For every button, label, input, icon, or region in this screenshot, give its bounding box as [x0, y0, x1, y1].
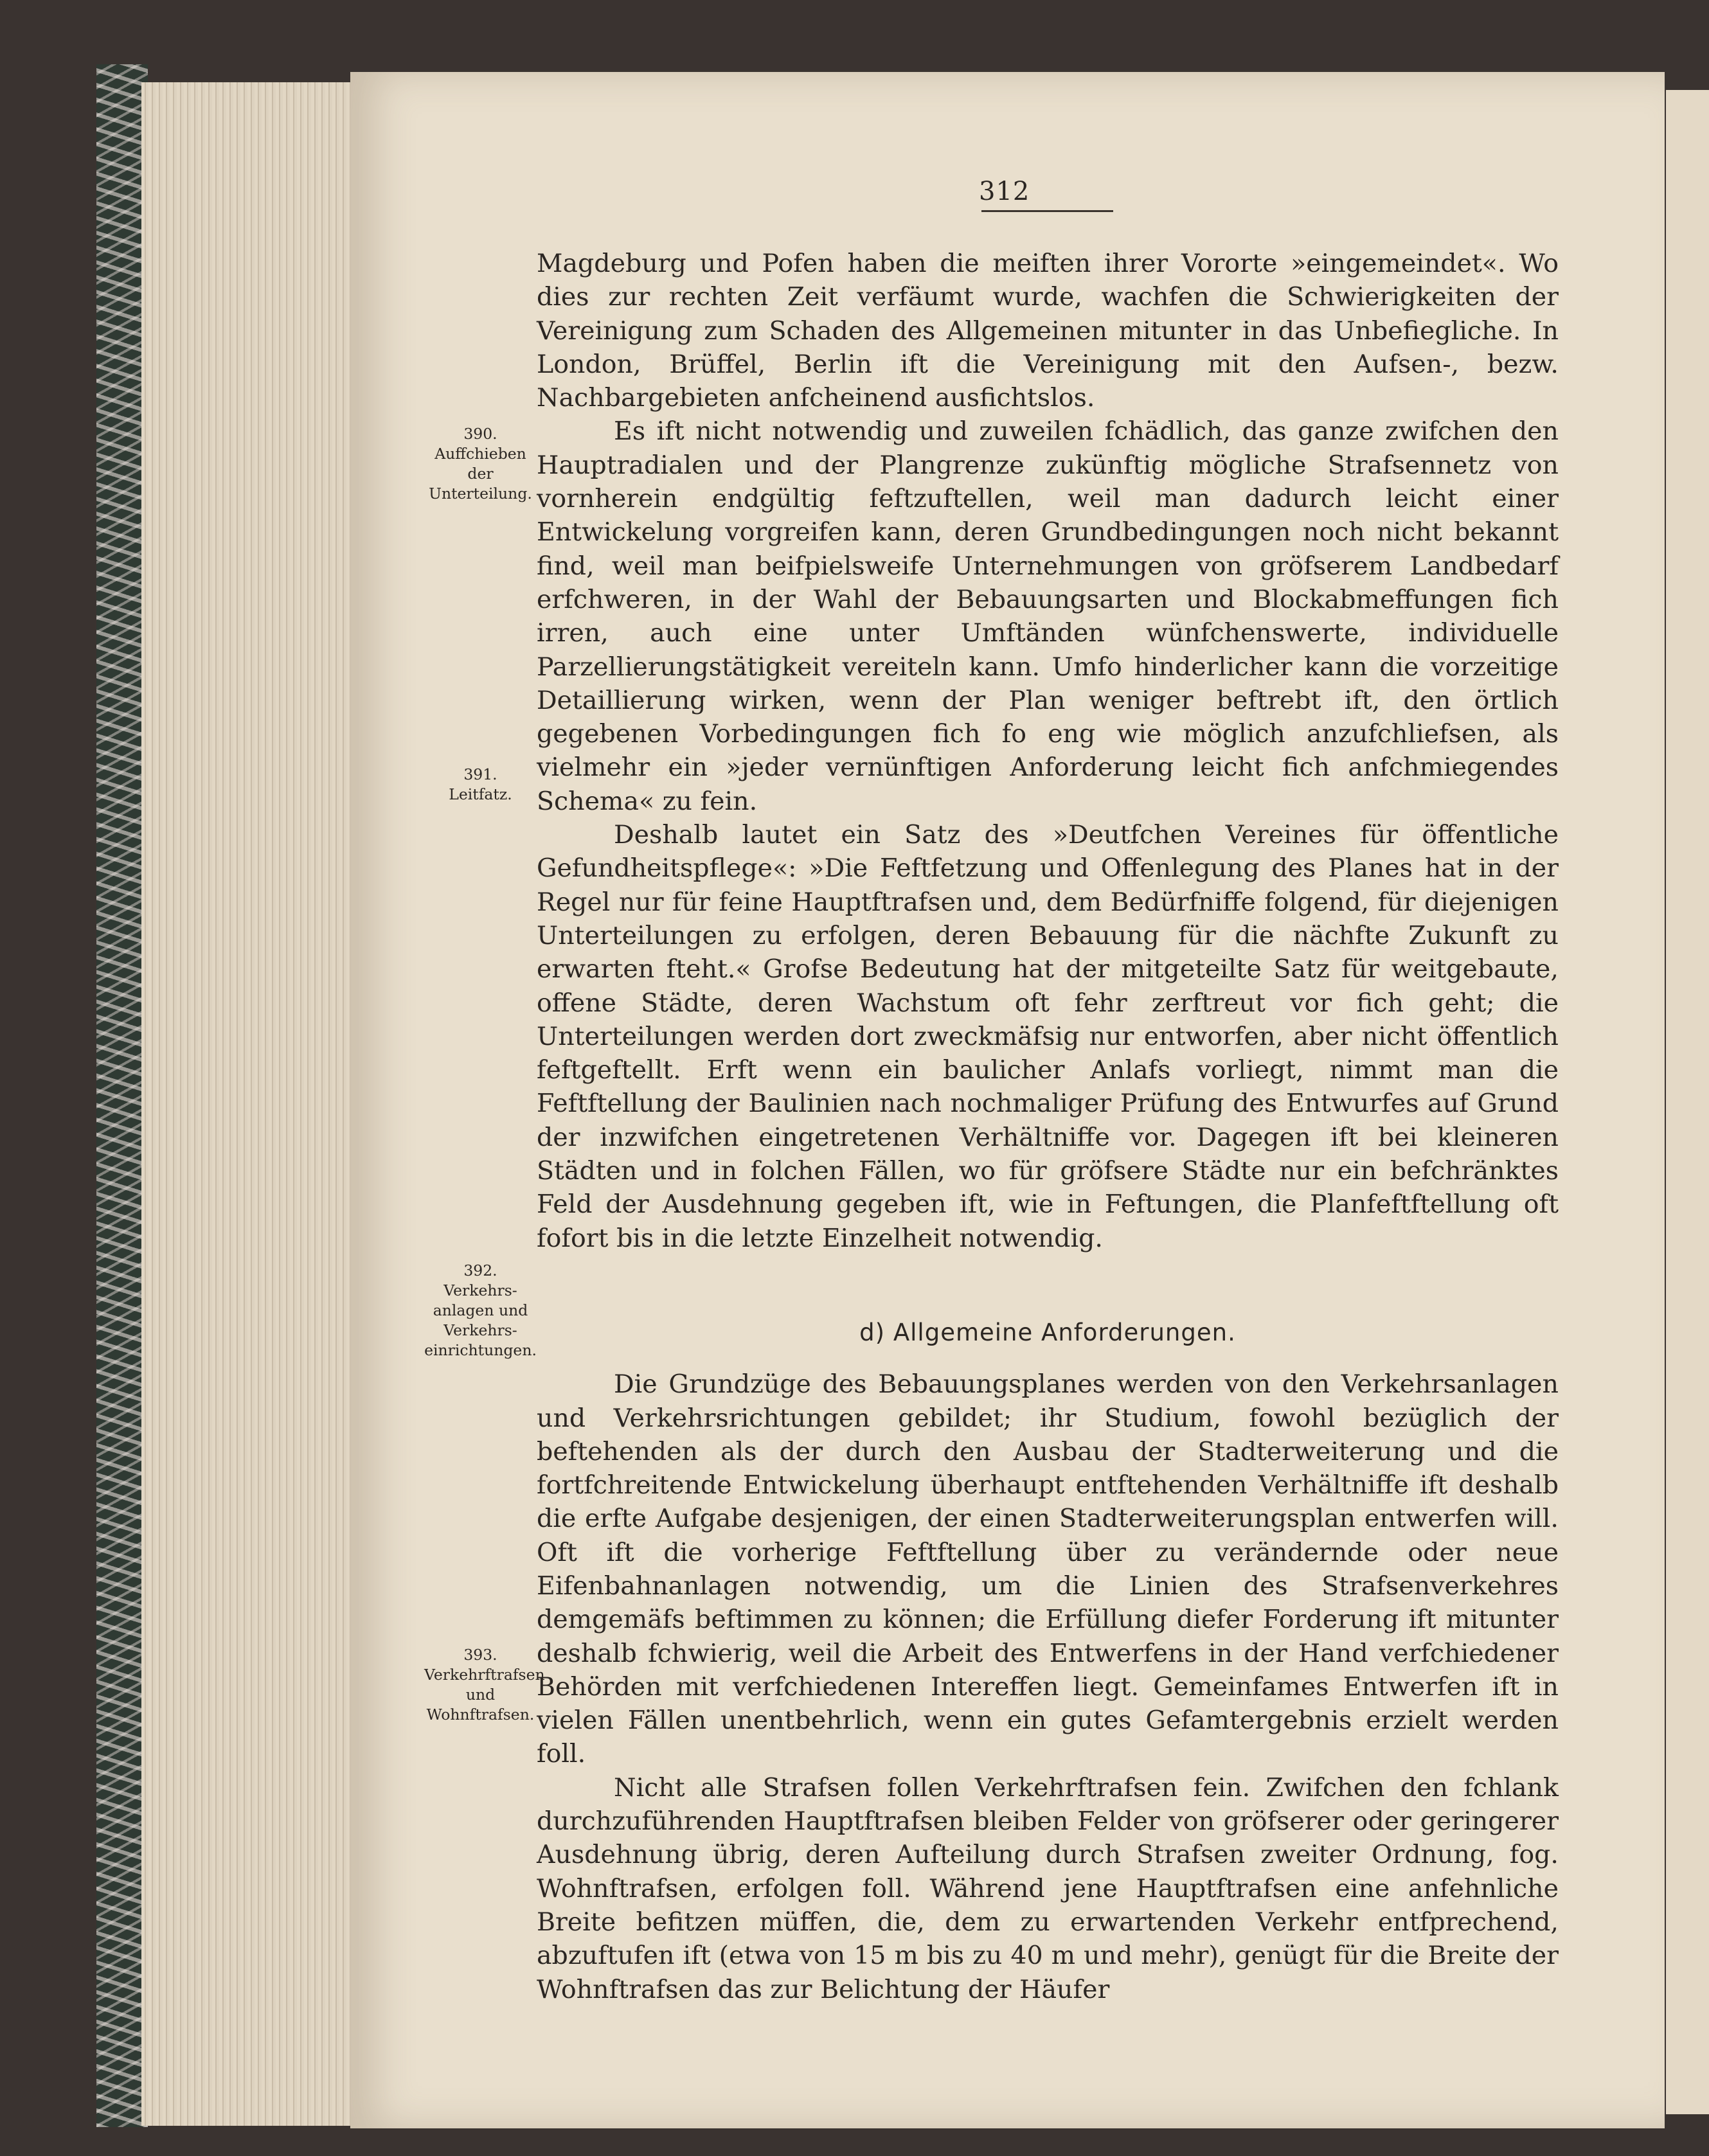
margin-note-393: [424, 1645, 545, 1725]
margin-note-text: Verkehrftrafsen und Wohnftrafsen.: [424, 1666, 545, 1724]
margin-note-number: 392.: [463, 1261, 497, 1279]
margin-note-392: [424, 1261, 537, 1360]
margin-note-391: [424, 765, 537, 805]
book-cover-edge: [96, 64, 148, 2127]
margin-note-text: Auffchieben der Unterteilung.: [429, 445, 532, 503]
margin-note-number: 390.: [463, 425, 497, 443]
facing-page-edge: [1666, 90, 1709, 2114]
page-number: 312: [979, 177, 1030, 206]
page-stack-edge: [141, 82, 360, 2126]
body-text: [537, 247, 1559, 2006]
section-heading: d) Allgemeine Anforderungen.: [859, 1318, 1236, 1346]
margin-note-390: [424, 424, 537, 504]
header-rule: [981, 210, 1113, 212]
paragraph-4: Die Grundzüge des Bebauungsplanes werden von den Verkehrsanlagen und Verkehrsrichtungen gebildet; ihr Studium, fowohl bezüglich der beftehenden als der durch den Ausbau der Stadterweiterung und die fortfchreitende Entwickelung überhaupt entftehenden Verhältniffe ift deshalb die erfte Aufgabe desjenigen, der einen Stadterweiterungsplan entwerfen will. Oft ift die vorherige Feftftellung über zu verändernde oder neue Eifenbahnanlagen notwendig, um die Linien des Strafsenverkehres demgemäfs beftimmen zu können; die Erfüllung diefer Forderung ift mitunter deshalb fchwierig, weil die Arbeit des Entwerfens in der Hand verfchiedener Behörden mit verfchiedenen Intereffen liegt. Gemeinfames Entwerfen ift in vielen Fällen unentbehrlich, wenn ein gutes Gefamtergebnis erzielt werden foll.: [537, 1369, 1559, 1769]
margin-note-number: 393.: [463, 1646, 497, 1664]
margin-note-text: Leitfatz.: [449, 785, 512, 803]
paragraph-2: Es ift nicht notwendig und zuweilen fchädlich, das ganze zwifchen den Hauptradialen und der Plangrenze zukünftig mögliche Strafsennetz von vornherein endgültig feftzuftellen, weil man dadurch leicht einer Entwickelung vorgreifen kann, deren Grundbedingungen noch nicht bekannt find, weil man beifpielsweife Unternehmungen von gröfserem Landbedarf erfchweren, in der Wahl der Bebauungsarten und Blockabmeffungen fich irren, auch eine unter Umftänden wünfchenswerte, individuelle Parzellierungstätigkeit vereiteln kann. Umfo hinderlicher kann die vorzeitige Detaillierung wirken, wenn der Plan weniger beftrebt ift, den örtlich gegebenen Vorbedingungen fich fo eng wie möglich anzufchliefsen, als vielmehr ein »jeder vernünftigen Anforderung leicht fich anfchmiegendes Schema« zu fein.: [537, 416, 1559, 816]
margin-note-text: Verkehrs-anlagen und Verkehrs-einrichtungen.: [424, 1281, 537, 1359]
paragraph-1: Magdeburg und Pofen haben die meiften ihrer Vororte »eingemeindet«. Wo dies zur rechten Zeit verfäumt wurde, wachfen die Schwierigkeiten der Vereinigung zum Schaden des Allgemeinen mitunter in das Unbefiegliche. In London, Brüffel, Berlin ift die Vereinigung mit den Aufsen-, bezw. Nachbargebieten anfcheinend ausfichtslos.: [537, 249, 1559, 413]
margin-note-number: 391.: [463, 765, 497, 783]
paragraph-5: Nicht alle Strafsen follen Verkehrftrafsen fein. Zwifchen den fchlank durchzuführenden Hauptftrafsen bleiben Felder von gröfserer oder geringerer Ausdehnung übrig, deren Aufteilung durch Strafsen zweiter Ordnung, fog. Wohnftrafsen, erfolgen foll. Während jene Hauptftrafsen eine anfehnliche Breite befitzen müffen, die, dem zu erwartenden Verkehr entfprechend, abzuftufen ift (etwa von 15 m bis zu 40 m und mehr), genügt für die Breite der Wohnftrafsen das zur Belichtung der Häufer: [537, 1772, 1559, 2004]
paragraph-3: Deshalb lautet ein Satz des »Deutfchen Vereines für öffentliche Gefundheitspflege«: »Die Feftfetzung und Offenlegung des Planes hat in der Regel nur für feine Hauptftrafsen und, dem Bedürfniffe folgend, für diejenigen Unterteilungen zu erfolgen, deren Bebauung für die nächfte Zukunft zu erwarten fteht.« Grofse Bedeutung hat der mitgeteilte Satz für weitgebaute, offene Städte, deren Wachstum oft fehr zerftreut vor fich geht; die Unterteilungen werden dort zweckmäfsig nur entworfen, aber nicht öffentlich feftgeftellt. Erft wenn ein baulicher Anlafs vorliegt, nimmt man die Feftftellung der Baulinien nach nochmaliger Prüfung des Entwurfes auf Grund der inzwifchen eingetretenen Verhältniffe vor. Dagegen ift bei kleineren Städten und in folchen Fällen, wo für gröfsere Städte nur ein befchränktes Feld der Ausdehnung gegeben ift, wie in Feftungen, die Planfeftftellung oft fofort bis in die letzte Einzelheit notwendig.: [537, 820, 1559, 1253]
